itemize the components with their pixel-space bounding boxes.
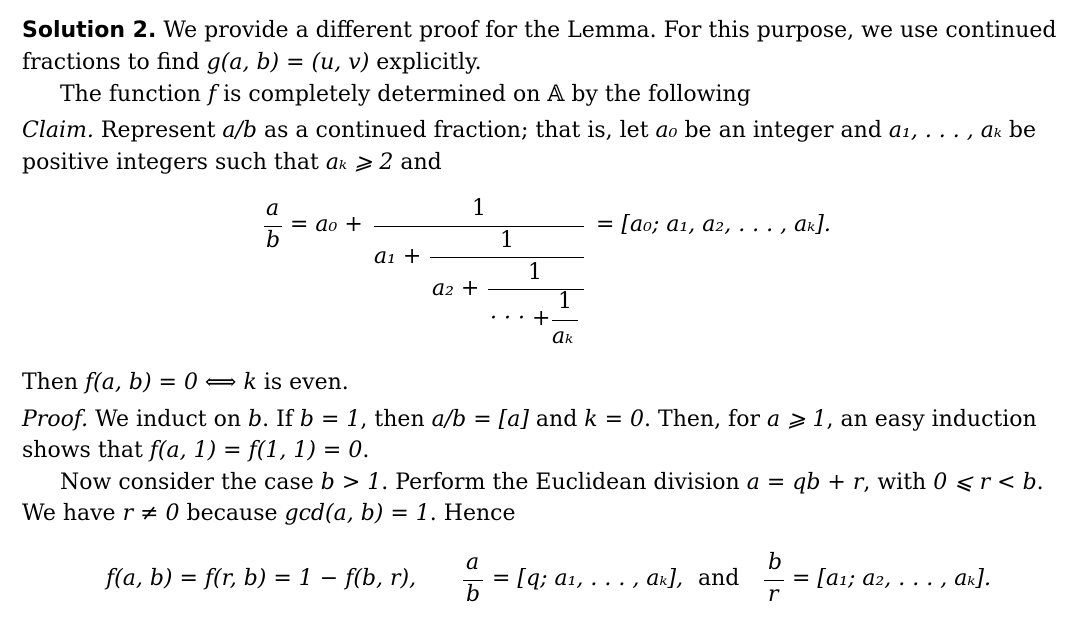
final-frac1-bar bbox=[463, 580, 483, 581]
then-text-b: is even. bbox=[256, 370, 349, 395]
proof-text-1b: . If bbox=[262, 407, 300, 432]
math-r-range: 0 ⩽ r < b bbox=[933, 470, 1037, 495]
cf-bar-4 bbox=[552, 320, 578, 321]
cf-a2-plus: a₂ + bbox=[432, 276, 480, 301]
cf-bar-1 bbox=[374, 226, 584, 227]
cf-one-1: 1 bbox=[472, 196, 486, 221]
math-g-def: g(a, b) = (u, v) bbox=[206, 50, 370, 75]
proof-text-4a: We have bbox=[22, 501, 123, 526]
claim-line-1 bbox=[22, 116, 1036, 146]
intro-text-2a: fractions to find bbox=[22, 50, 207, 75]
proof-text-2b: . bbox=[362, 438, 370, 463]
final-and: and bbox=[698, 566, 740, 591]
math-a-over-b: a/b bbox=[222, 118, 258, 143]
solution-line-2 bbox=[22, 48, 482, 78]
proof-text-4c: . Hence bbox=[429, 501, 516, 526]
claim-line-2 bbox=[22, 148, 442, 178]
proof-line-1 bbox=[22, 405, 1037, 435]
cf-equals-a0: = a₀ + bbox=[290, 212, 363, 237]
cf-denominator-b: b bbox=[266, 228, 281, 253]
math-a0: a₀ bbox=[655, 118, 678, 143]
cf-fraction-bar-ab bbox=[264, 226, 282, 227]
solution-line-1 bbox=[22, 16, 1057, 46]
final-frac2-bar bbox=[764, 580, 784, 581]
final-frac2-num: b bbox=[768, 550, 783, 575]
proof-text-1d: and bbox=[528, 407, 585, 432]
proof-text-1a: We induct on bbox=[88, 407, 249, 432]
then-line bbox=[22, 368, 349, 398]
claim-text-2a: positive integers such that bbox=[22, 150, 326, 175]
final-frac2-den: r bbox=[768, 582, 779, 607]
solution-line-3 bbox=[60, 80, 751, 110]
math-f: f bbox=[207, 82, 217, 107]
proof-text-2a: shows that bbox=[22, 438, 150, 463]
proof-line-4 bbox=[22, 499, 515, 529]
math-f-a1: f(a, 1) = f(1, 1) = 0 bbox=[149, 438, 363, 463]
claim-text-1d: be bbox=[1001, 118, 1037, 143]
then-text-a: Then bbox=[22, 370, 86, 395]
cf-bar-2 bbox=[430, 257, 584, 258]
math-b-gt-1: b > 1 bbox=[320, 470, 382, 495]
math-euclid: a = qb + r bbox=[746, 470, 864, 495]
proof-text-1f: , an easy induction bbox=[826, 407, 1037, 432]
intro-text-1: We provide a different proof for the Lemma. For this purpose, we use continued bbox=[163, 18, 1057, 43]
proof-text-3b: . Perform the Euclidean division bbox=[381, 470, 747, 495]
final-eq2: = [a₁; a₂, . . . , aₖ]. bbox=[792, 566, 991, 591]
final-eq-left: f(a, b) = f(r, b) = 1 − f(b, r), bbox=[106, 566, 417, 591]
proof-text-3c: , with bbox=[863, 470, 934, 495]
final-frac1-num: a bbox=[466, 550, 480, 575]
math-a-ge-1: a ⩾ 1 bbox=[766, 407, 827, 432]
solution-heading: Solution 2. bbox=[22, 18, 157, 43]
cf-one-3: 1 bbox=[528, 260, 542, 285]
claim-text-2b: and bbox=[393, 150, 442, 175]
cf-one-2: 1 bbox=[500, 228, 514, 253]
proof-text-1c: , then bbox=[360, 407, 432, 432]
claim-text-1c: be an integer and bbox=[677, 118, 889, 143]
math-ab-eq-a: a/b = [a] bbox=[431, 407, 529, 432]
proof-line-3 bbox=[60, 468, 1044, 498]
math-f-equals-0-iff: f(a, b) = 0 ⟺ k bbox=[85, 370, 257, 395]
math-sequence: a₁, . . . , aₖ bbox=[888, 118, 1002, 143]
claim-text-1a: Represent bbox=[93, 118, 223, 143]
final-frac1-den: b bbox=[466, 582, 481, 607]
claim-label: Claim. bbox=[22, 118, 94, 143]
intro-text-3a: The function bbox=[60, 82, 208, 107]
math-b: b bbox=[248, 407, 263, 432]
claim-text-1b: as a continued fraction; that is, let bbox=[257, 118, 656, 143]
intro-text-2b: explicitly. bbox=[369, 50, 482, 75]
cf-one-4: 1 bbox=[558, 289, 572, 314]
proof-text-4b: because bbox=[179, 501, 285, 526]
cf-numerator-a: a bbox=[266, 196, 280, 221]
cf-ak: aₖ bbox=[552, 324, 574, 349]
math-b-eq-1: b = 1 bbox=[299, 407, 361, 432]
cf-bracket-notation: = [a₀; a₁, a₂, . . . , aₖ]. bbox=[596, 212, 831, 237]
proof-text-1e: . Then, for bbox=[644, 407, 767, 432]
proof-text-3d: . bbox=[1036, 470, 1044, 495]
proof-line-2 bbox=[22, 436, 369, 466]
proof-text-3a: Now consider the case bbox=[60, 470, 321, 495]
intro-text-3c: by the following bbox=[564, 82, 751, 107]
math-r-ne-0: r ≠ 0 bbox=[122, 501, 180, 526]
math-k-eq-0: k = 0 bbox=[584, 407, 645, 432]
final-eq1: = [q; a₁, . . . , aₖ], bbox=[492, 566, 684, 591]
proof-label: Proof. bbox=[22, 407, 89, 432]
math-ak-ge-2: aₖ ⩾ 2 bbox=[325, 150, 394, 175]
cf-dots-plus: · · · + bbox=[490, 306, 551, 331]
cf-a1-plus: a₁ + bbox=[374, 244, 422, 269]
math-gcd: gcd(a, b) = 1 bbox=[284, 501, 430, 526]
math-set-A: 𝔸 bbox=[547, 82, 565, 107]
intro-text-3b: is completely determined on bbox=[216, 82, 548, 107]
